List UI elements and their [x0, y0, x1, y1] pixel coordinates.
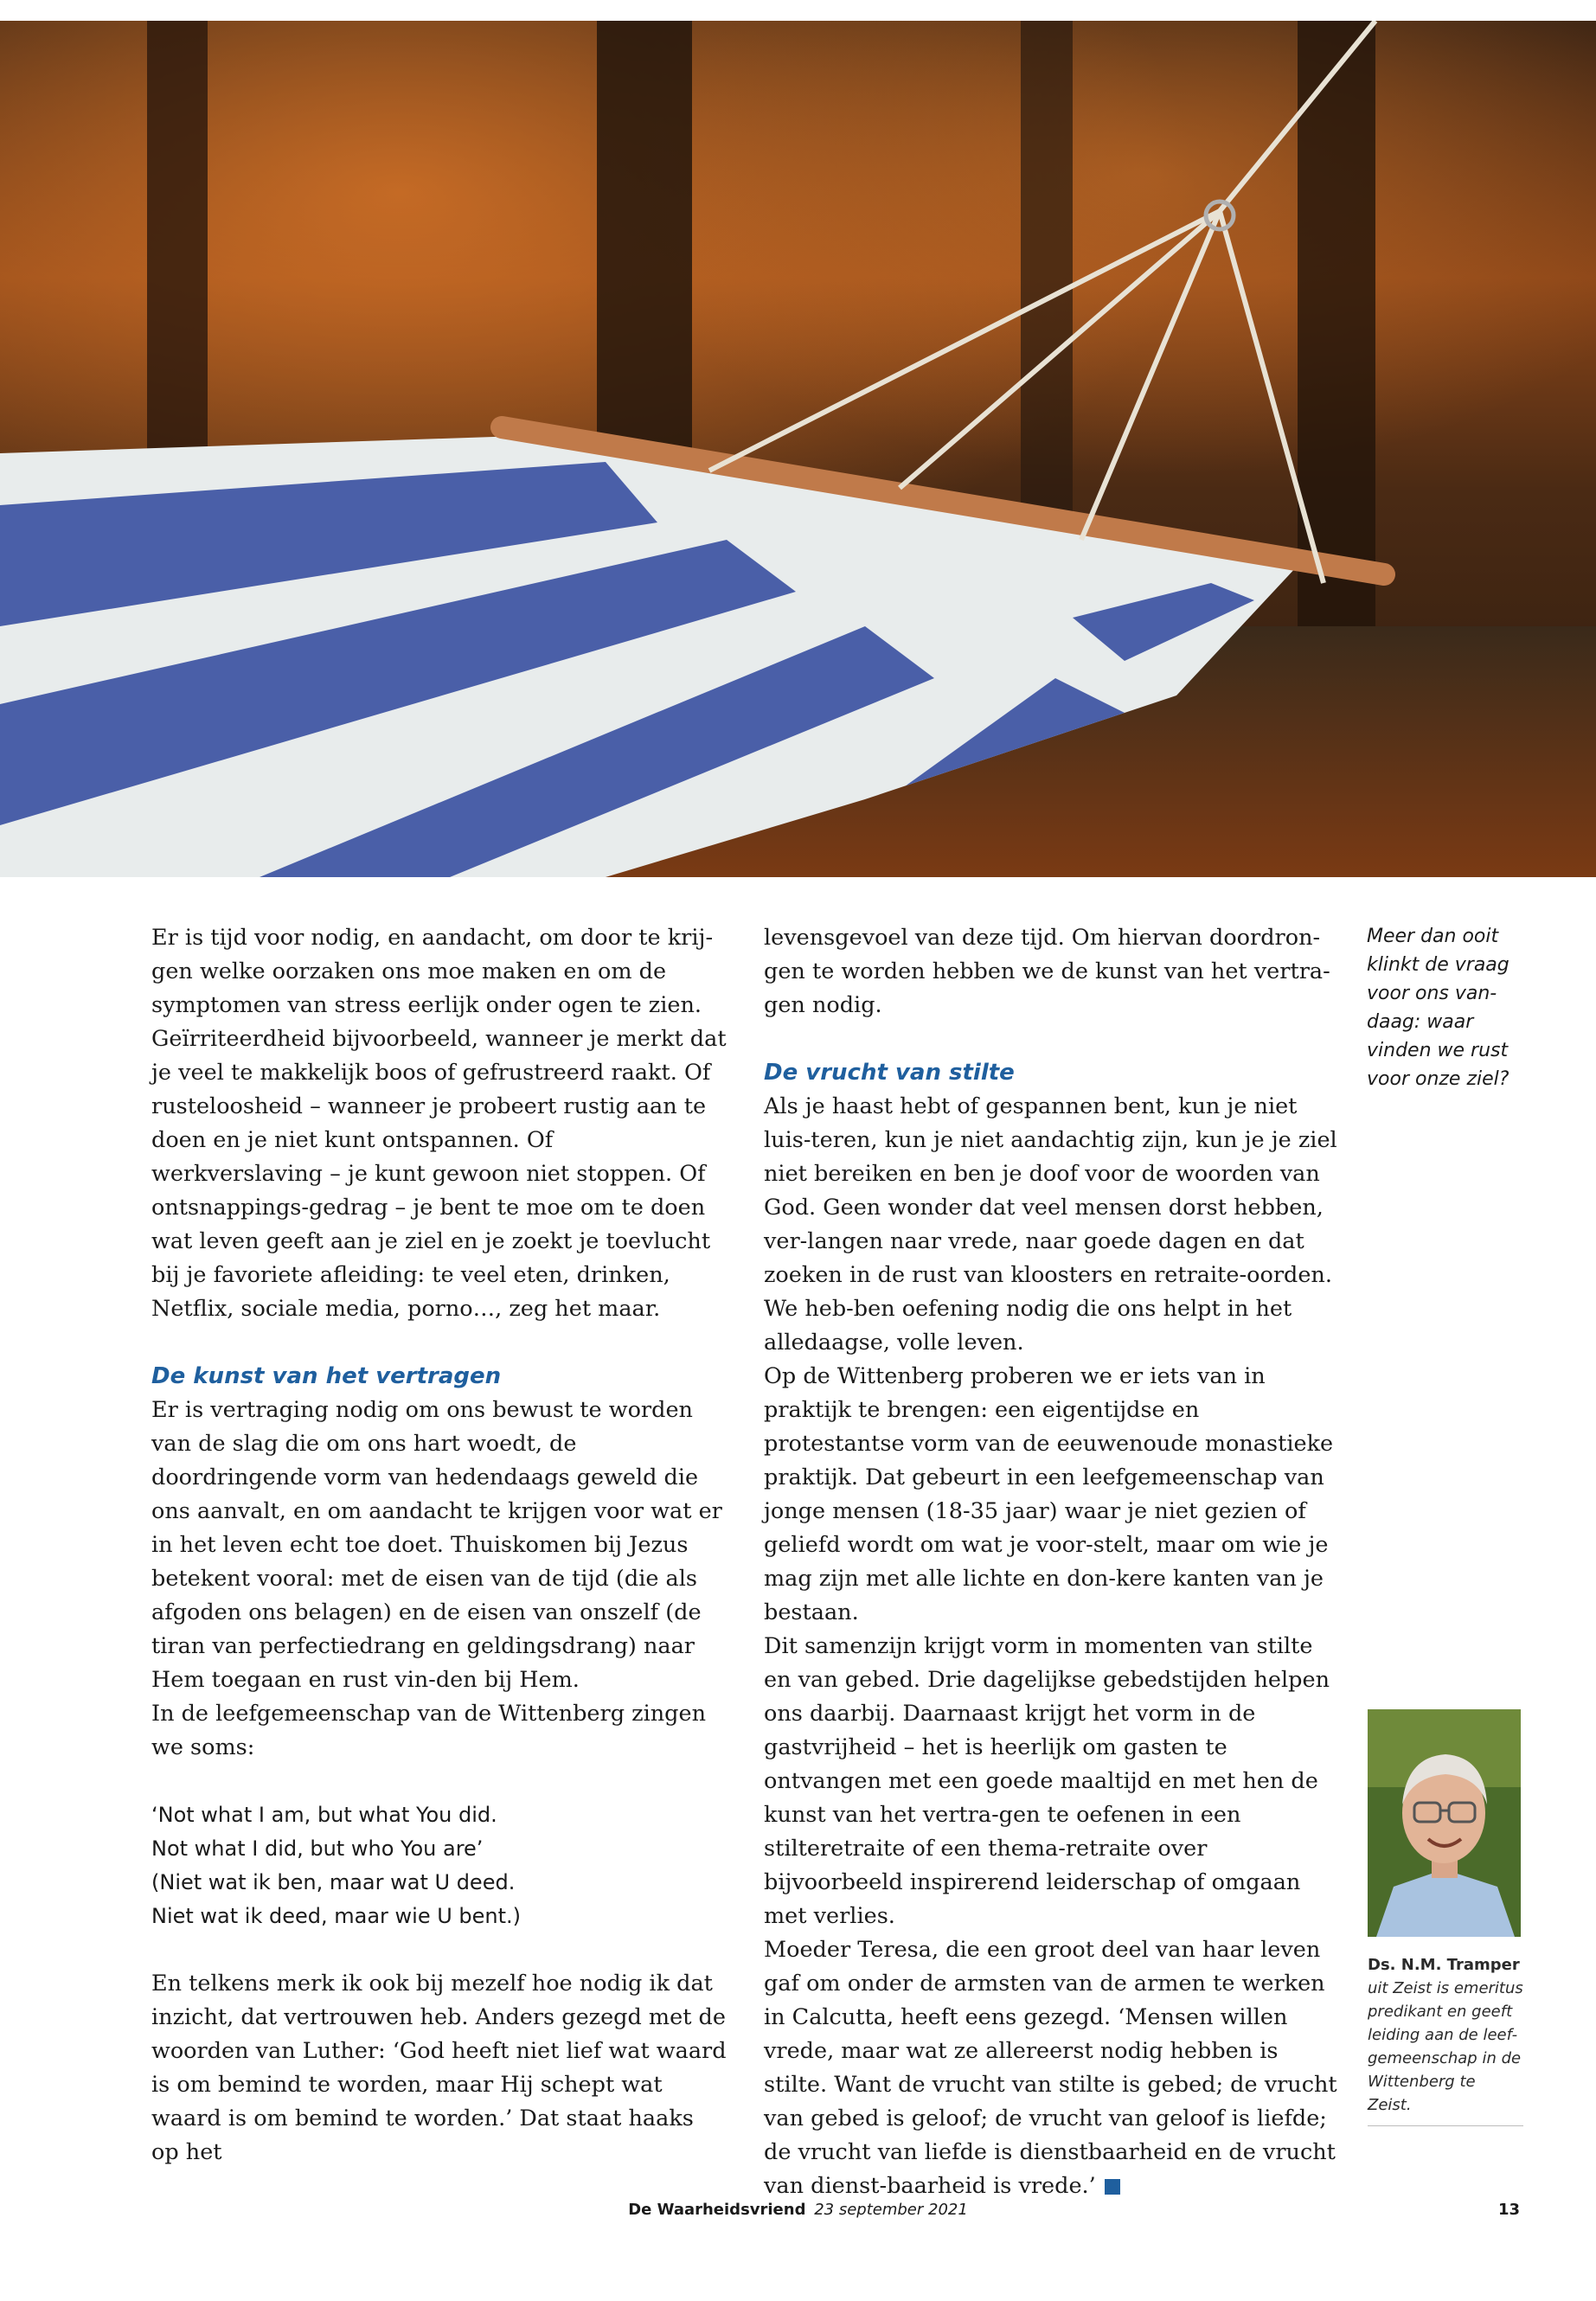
paragraph: Er is tijd voor nodig, en aandacht, om door te krij-gen welke oorzaken ons moe maken en om de symptomen van stress eerlijk onder ogen te zien. Geïrriteerdheid bijvoorbeeld, wanneer je merkt dat je veel te makkelijk boos of gefrustreerd raakt. Of rusteloosheid – wanneer je probeert rustig aan te doen en je niet kunt ontspannen. Of werkverslaving – je kunt gewoon niet stoppen. Of ontsnappings-gedrag – je bent te moe om te doen wat leven geeft aan je ziel en je zoekt je toevlucht bij je favoriete afleiding: te veel eten, drinken, Netflix, sociale media, porno…, zeg het maar. — [151, 925, 727, 1322]
poem-line: Not what I did, but who You are’ — [151, 1836, 484, 1861]
subheading: De vrucht van stilte — [764, 1060, 1015, 1086]
end-of-article-square-icon — [1105, 2179, 1120, 2195]
text-column-2 — [764, 921, 1339, 2203]
page-number: 13 — [1497, 2201, 1520, 2219]
paragraph: Dit samenzijn krijgt vorm in momenten van stilte en van gebed. Drie dagelijkse gebedstijden helpen ons daarbij. Daarnaast krijgt het vorm in de gastvrijheid – het is heerlijk om gasten te ontvangen met een goede maaltijd en met hen de kunst van het vertra-gen te oefenen in een stilteretraite of een thema-retraite over bijvoorbeeld inspirerend leiderschap of omgaan met verlies. — [764, 1633, 1330, 1929]
hero-photo-hammock — [0, 21, 1596, 877]
magazine-name: De Waarheidsvriend — [628, 2201, 806, 2219]
author-caption — [1368, 1953, 1523, 2126]
paragraph: Op de Wittenberg proberen we er iets van in praktijk te brengen: een eigentijdse en protestantse vorm van de eeuwenoude monastieke praktijk. Dat gebeurt in een leefgemeenschap van jonge mensen (18-35 jaar) waar je niet gezien of geliefd wordt om wat je voor-stelt, maar om wie je mag zijn met alle lichte en don-kere kanten van je bestaan. — [764, 1363, 1334, 1625]
paragraph: En telkens merk ik ook bij mezelf hoe nodig ik dat inzicht, dat vertrouwen heb. Anders gezegd met de woorden van Luther: ‘God heeft niet lief wat waard is om bemind te worden, maar Hij schept wat waard is om bemind te worden.’ Dat staat haaks op het — [151, 1971, 727, 2165]
paragraph: levensgevoel van deze tijd. Om hiervan doordron-gen te worden hebben we de kunst van het vertra-gen nodig. — [764, 925, 1330, 1018]
page-footer — [0, 2201, 1596, 2227]
paragraph: Er is vertraging nodig om ons bewust te worden van de slag die om ons hart woedt, de doordringende vorm van hedendaags geweld die ons aanvalt, en om aandacht te krijgen voor wat er in het leven echt toe doet. Thuiskomen bij Jezus betekent vooral: met de eisen van de tijd (die als afgoden ons belagen) en de eisen van onszelf (de tiran van perfectiedrang en geldingsdrang) naar Hem toegaan en rust vin-den bij Hem. — [151, 1397, 722, 1693]
poem-line: ‘Not what I am, but what You did. — [151, 1803, 497, 1827]
issue-date: 23 september 2021 — [814, 2201, 968, 2219]
subheading: De kunst van het vertragen — [151, 1363, 502, 1389]
author-portrait — [1368, 1709, 1521, 1937]
paragraph: Als je haast hebt of gespannen bent, kun je niet luis-teren, kun je niet aandachtig zijn, kun je je ziel niet bereiken en ben je doof voor de woorden van God. Geen wonder dat veel mensen dorst hebben, ver-langen naar vrede, naar goede dagen en dat zoeken in de rust van kloosters en retraite-oorden. We heb-ben oefening nodig die ons helpt in het alledaagse, volle leven. — [764, 1093, 1337, 1356]
hammock-illustration — [0, 21, 1596, 877]
author-name: Ds. N.M. Tramper — [1368, 1956, 1520, 1974]
paragraph: In de leefgemeenschap van de Wittenberg zingen we soms: — [151, 1701, 706, 1760]
text-column-1 — [151, 921, 727, 2170]
author-description: uit Zeist is emeritus predikant en geeft leiding aan de leef-gemeenschap in de Wittenberg te Zeist. — [1368, 1979, 1523, 2114]
poem-line: Niet wat ik deed, maar wie U bent.) — [151, 1904, 522, 1928]
paragraph-text: Moeder Teresa, die een groot deel van haar leven gaf om onder de armsten van de armen te werken in Calcutta, heeft eens gezegd. ‘Mensen willen vrede, maar wat ze allereerst nodig hebben is stilte. Want de vrucht van stilte is gebed; de vrucht van gebed is geloof; de vrucht van geloof is liefde; de vrucht van liefde is dienstbaarheid en de vrucht van dienst-baarheid is vrede.’ — [764, 1937, 1337, 2199]
poem-line: (Niet wat ik ben, maar wat U deed. — [151, 1870, 516, 1894]
pull-quote: Meer dan ooit klinkt de vraag voor ons van-daag: waar vinden we rust voor onze ziel? — [1367, 926, 1509, 1090]
footer-publication — [0, 2201, 1596, 2219]
paragraph-final — [764, 1933, 1339, 2203]
